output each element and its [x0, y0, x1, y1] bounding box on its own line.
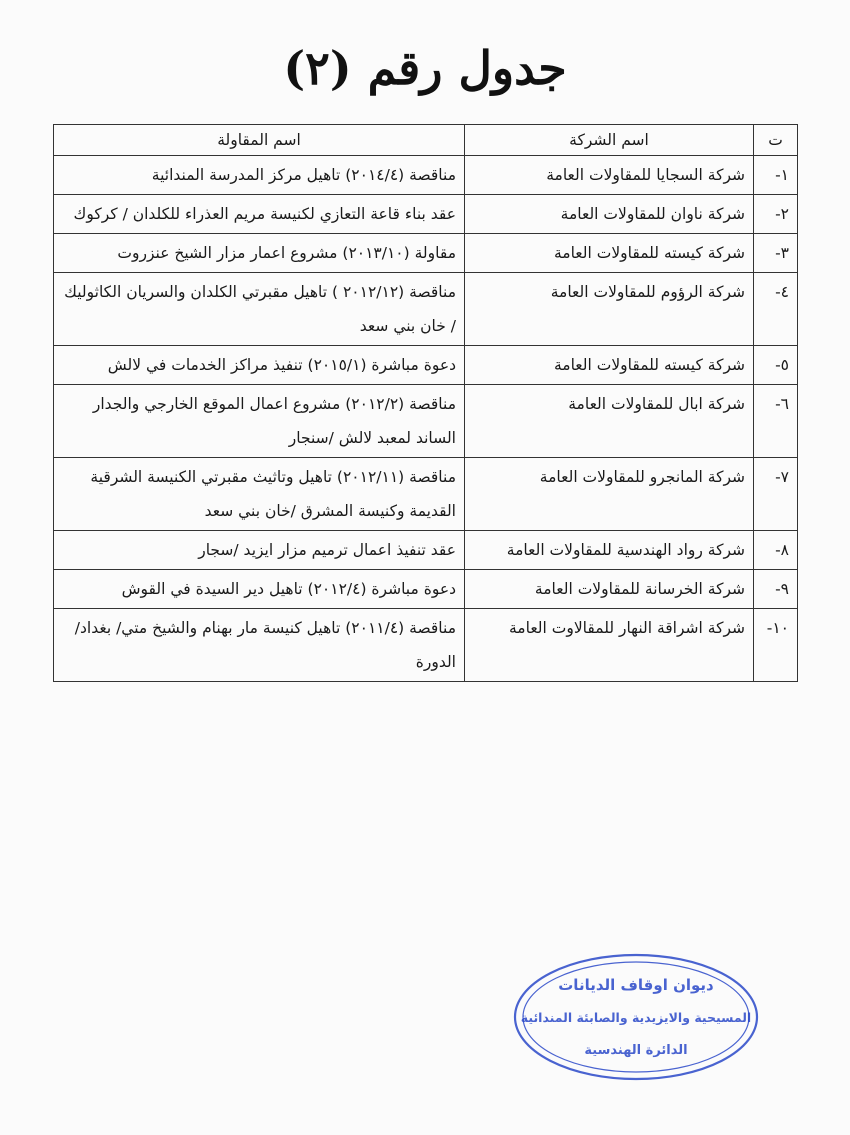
- table-row: [54, 570, 798, 609]
- contract-name: دعوة مباشرة (٢٠١٢/٤) تاهيل دير السيدة في القوش: [54, 570, 465, 609]
- contract-name: عقد بناء قاعة التعازي لكنيسة مريم العذراء للكلدان / كركوك: [54, 195, 465, 234]
- department-stamp: [512, 952, 760, 1082]
- row-number: ٧-: [754, 458, 798, 531]
- table-row: [54, 195, 798, 234]
- row-number: ٩-: [754, 570, 798, 609]
- company-name: شركة كيسته للمقاولات العامة: [465, 346, 754, 385]
- table-row: [54, 234, 798, 273]
- company-name: شركة الخرسانة للمقاولات العامة: [465, 570, 754, 609]
- stamp-line-3: الدائرة الهندسية: [584, 1043, 688, 1058]
- table-header-row: [54, 125, 798, 156]
- contract-name: دعوة مباشرة (٢٠١٥/١) تنفيذ مراكز الخدمات في لالش: [54, 346, 465, 385]
- contract-name: مناقصة (٢٠١١/٤) تاهيل كنيسة مار بهنام والشيخ متي/ بغداد/ الدورة: [54, 609, 465, 682]
- company-name: شركة ابال للمقاولات العامة: [465, 385, 754, 458]
- row-number: ٨-: [754, 531, 798, 570]
- company-name: شركة ناوان للمقاولات العامة: [465, 195, 754, 234]
- row-number: ٥-: [754, 346, 798, 385]
- table-row: [54, 346, 798, 385]
- contract-name: مناقصة (٢٠١٢/٢) مشروع اعمال الموقع الخارجي والجدار الساند لمعبد لالش /سنجار: [54, 385, 465, 458]
- company-name: شركة رواد الهندسية للمقاولات العامة: [465, 531, 754, 570]
- company-name: شركة اشراقة النهار للمقالاوت العامة: [465, 609, 754, 682]
- contract-name: مناقصة (٢٠١٢/١١) تاهيل وتاثيث مقبرتي الكنيسة الشرقية القديمة وكنيسة المشرق /خان بني سعد: [54, 458, 465, 531]
- row-number: ١-: [754, 156, 798, 195]
- contracts-table: [53, 124, 798, 682]
- contract-name: عقد تنفيذ اعمال ترميم مزار ايزيد /سجار: [54, 531, 465, 570]
- contract-name: مناقصة (٢٠١٤/٤) تاهيل مركز المدرسة المندائية: [54, 156, 465, 195]
- table-row: [54, 156, 798, 195]
- company-name: شركة الرؤوم للمقاولات العامة: [465, 273, 754, 346]
- contract-name: مناقصة (٢٠١٢/١٢ ) تاهيل مقبرتي الكلدان والسريان الكاثوليك / خان بني سعد: [54, 273, 465, 346]
- row-number: ٣-: [754, 234, 798, 273]
- row-number: ١٠-: [754, 609, 798, 682]
- header-contract-name: اسم المقاولة: [54, 125, 465, 156]
- row-number: ٢-: [754, 195, 798, 234]
- row-number: ٦-: [754, 385, 798, 458]
- table-row: [54, 458, 798, 531]
- company-name: شركة كيسته للمقاولات العامة: [465, 234, 754, 273]
- table-row: [54, 531, 798, 570]
- stamp-line-2: المسيحية والايزيدية والصابئة المندائية: [520, 1010, 752, 1025]
- table-row: [54, 385, 798, 458]
- page-title: جدول رقم (٢): [283, 41, 567, 95]
- stamp-line-1: ديوان اوقاف الديانات: [558, 976, 714, 994]
- table-row: [54, 609, 798, 682]
- table-row: [54, 273, 798, 346]
- company-name: شركة المانجرو للمقاولات العامة: [465, 458, 754, 531]
- row-number: ٤-: [754, 273, 798, 346]
- header-company-name: اسم الشركة: [465, 125, 754, 156]
- header-number: ت: [754, 125, 798, 156]
- contract-name: مقاولة (٢٠١٣/١٠) مشروع اعمار مزار الشيخ عنزروت: [54, 234, 465, 273]
- company-name: شركة السجايا للمقاولات العامة: [465, 156, 754, 195]
